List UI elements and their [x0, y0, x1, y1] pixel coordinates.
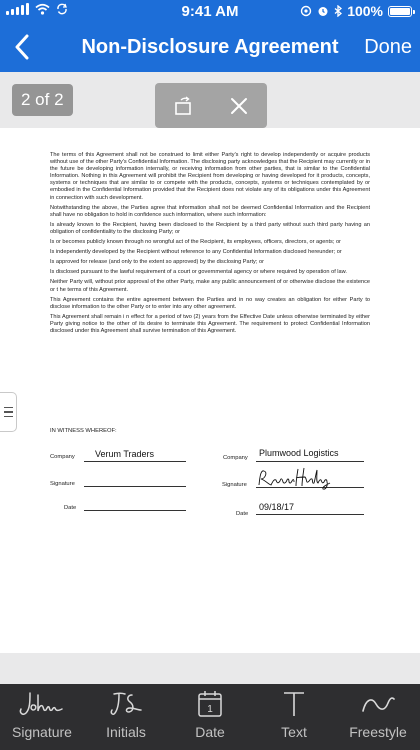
right-signature-label: Signature	[222, 482, 247, 488]
text-icon	[280, 689, 308, 719]
paragraph: Is independently developed by the Recipient without reference to any Confidential Information disclosed hereunder; or	[50, 249, 342, 256]
signature-tool-button[interactable]	[0, 684, 84, 750]
handwritten-signature[interactable]	[256, 465, 332, 491]
paragraph: Is approved for release (and only to the extent so approved) by the disclosing Party; or	[50, 259, 264, 266]
battery-percent: 100%	[347, 3, 383, 19]
close-button[interactable]	[221, 88, 257, 124]
date-tool-button[interactable]	[168, 684, 252, 750]
left-date-label: Date	[64, 505, 77, 511]
paragraph: Is or becomes publicly known through no wrongful act of the Recipient, its employees, officers, directors, or agents; or	[50, 239, 341, 246]
rotate-icon	[172, 95, 194, 117]
bluetooth-icon	[334, 5, 342, 17]
text-tool-label: Text	[281, 724, 307, 740]
left-signature-field[interactable]	[84, 486, 186, 487]
right-date-line	[256, 514, 364, 515]
paragraph: Notwithstanding the above, the Parties agree that information shall not be deemed Confidential Information and the Recipient shall have no obligation to hold in confidence such information, where such information:	[50, 204, 370, 218]
location-lock-icon	[300, 5, 312, 17]
calendar-icon	[196, 689, 224, 719]
paragraph: Is disclosed pursuant to the lawful requirement of a court or governmental agency or where required by operation of law.	[50, 269, 347, 276]
freestyle-tool-button[interactable]	[336, 684, 420, 750]
signature-icon	[16, 689, 68, 719]
document-body	[50, 152, 370, 338]
side-menu-handle[interactable]	[0, 392, 17, 432]
status-time: 9:41 AM	[181, 3, 239, 20]
left-company-field[interactable]: Verum Traders	[95, 449, 155, 459]
right-company-field[interactable]: Plumwood Logistics	[259, 448, 339, 458]
back-button[interactable]	[8, 30, 36, 64]
initials-tool-button[interactable]	[84, 684, 168, 750]
signature-tool-label: Signature	[12, 724, 72, 740]
alarm-icon	[317, 5, 329, 17]
paragraph: The terms of this Agreement shall not be construed to limit either Party's right to develop independently or acquire products without use of the other Party's Confidential Information. The disclosing party acknowledges that the Recipient may currently or in the future be developing information internally, or receiving information from other parties, that is similar to the Confidential Information. Nothing in this Agreement will prohibit the Recipient from developing or having developed for it products, concepts, systems or techniques that are similar to or compete with the products, concepts, systems or techniques contemplated by or embodied in the Confidential Information provided that the Recipient does not violate any of its obligations under this Agreement in connection with such development.	[50, 152, 370, 201]
witness-heading: IN WITNESS WHEREOF:	[50, 428, 117, 434]
bottom-toolbar	[0, 684, 420, 750]
document-page	[0, 128, 420, 653]
page-indicator: 2 of 2	[12, 84, 73, 116]
annotation-toolbox	[155, 83, 267, 128]
date-tool-label: Date	[195, 724, 225, 740]
top-bar	[0, 0, 420, 72]
navigation-bar	[0, 22, 420, 72]
right-date-field[interactable]: 09/18/17	[259, 502, 295, 512]
chevron-left-icon	[14, 34, 30, 60]
left-signature-label: Signature	[50, 481, 75, 487]
freestyle-tool-label: Freestyle	[349, 724, 407, 740]
left-date-field[interactable]	[84, 510, 186, 511]
battery-icon	[388, 6, 412, 17]
initials-tool-label: Initials	[106, 724, 146, 740]
left-company-label: Company	[50, 454, 75, 460]
paragraph: Neither Party will, without prior approval of the other Party, make any public announcement of or otherwise disclose the existence or t he terms of this Agreement.	[50, 279, 370, 293]
status-bar	[0, 0, 420, 22]
svg-text:1: 1	[207, 704, 213, 715]
paragraph: Is already known to the Recipient, having been disclosed to the Recipient by a third party without such third party having an obligation of confidentiality to the disclosing Party; or	[50, 221, 370, 235]
done-button[interactable]: Done	[364, 36, 412, 58]
paragraph: This Agreement shall remain i n effect for a period of two (2) years from the Effective Date unless otherwise terminated by either Party giving notice to the other of its desire to terminate this Agreement. The requirement to protect Confidential Information disclosed under this Agreement shall survive termination of this Agreement.	[50, 313, 370, 334]
initials-icon	[106, 689, 146, 719]
right-date-label: Date	[236, 511, 249, 517]
close-icon	[229, 96, 249, 116]
freestyle-icon	[360, 689, 396, 719]
text-tool-button[interactable]	[252, 684, 336, 750]
right-company-line	[256, 461, 364, 462]
page-title: Non-Disclosure Agreement	[81, 36, 339, 58]
paragraph: This Agreement contains the entire agreement between the Parties and in no way creates an obligation for either Party to disclose information to the other Party or to enter into any other agreement.	[50, 296, 370, 310]
rotate-button[interactable]	[165, 88, 201, 124]
left-company-line	[84, 461, 186, 462]
right-company-label: Company	[223, 455, 248, 461]
